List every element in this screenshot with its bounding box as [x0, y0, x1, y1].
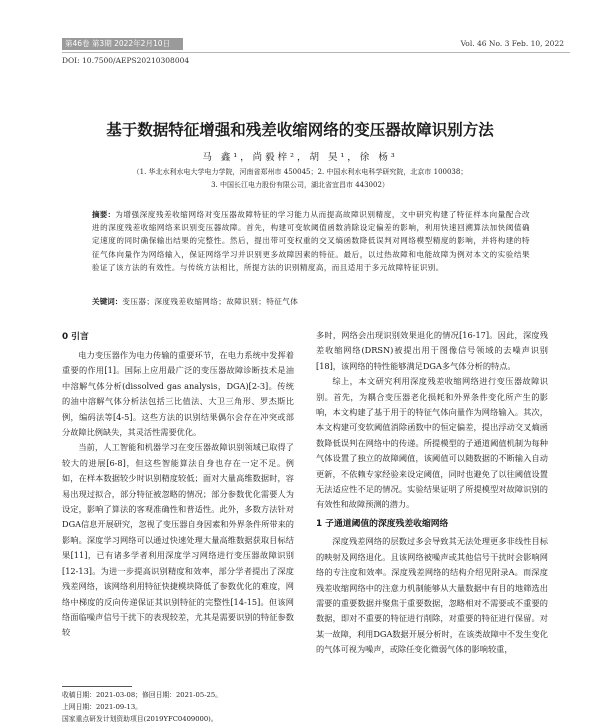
footnote-received: 收稿日期：2021-03-08；修回日期：2021-05-25。 [62, 691, 222, 699]
keywords [92, 295, 530, 308]
footnotes [62, 690, 294, 725]
right-column [316, 328, 548, 658]
volume-label: Vol. 46 No. 3 Feb. 10, 2022 [460, 39, 564, 48]
keywords-text: 变压器；深度残差收缩网络；故障识别；特征气体 [122, 297, 299, 306]
section-heading-1: 1 子通道阈值的深度残差收缩网络 [316, 518, 449, 529]
paper-title: 基于数据特征增强和残差收缩网络的变压器故障识别方法 [106, 121, 494, 139]
affiliation-line-1: （1. 华北水利水电大学电力学院，河南省郑州市 450045；2. 中国水利水电科学研究院，北京市 100038； [132, 168, 468, 176]
doi: DOI: 10.7500/AEPS20210308004 [62, 56, 190, 65]
footnote-rule [62, 686, 132, 687]
paragraph: 当前，人工智能和机器学习在变压器故障识别领域已取得了较大的进展[6-8]，但这些智能算法自身也存在一定不足。例如，在样本数据较少时识别精度较低；面对大量高维数据时，容易出现过拟合，部分特征被忽略的情况；部分参数优化需要人为设定，影响了算法的客观准确性和普适性。此外，多数方法针对DGA信息开展研究，忽视了变压器自身因素和外界条件所带来的影响。深度学习网络可以通过快速处理大量高维数据获取目标结果[11]，已有诸多学者利用深度学习网络进行变压器故障识别[12-13]。为进一步提高识别精度和效率，部分学者提出了深度残差网络，该网络利用特征快捷模块降低了参数优化的难度，网络中梯度的反向传递保证其识别特征的完整性[14-15]。但该网络面临噪声信号干扰下的表现较差，尤其是需要识别的特征参数较 [62, 442, 294, 638]
paragraph: 多时，网络会出现识别效果退化的情况[16-17]。因此，深度残差收缩网络(DRSN)被提出用于图像信号领域的去噪声识别[18]，该网络的特性能够满足DGA多气体分析的特点。 [316, 330, 548, 371]
journal-issue-label: 第46卷 第3期 2022年2月10日 [62, 38, 183, 50]
affiliation-line-2: 3. 中国长江电力股份有限公司，湖北省宜昌市 443002） [211, 181, 389, 189]
paragraph: 深度残差网络的层数过多会导致其无法处理更多非线性目标的映射及网络退化。且该网络被噪声或其他信号干扰时会影响网络的专注度和效率。深度残差网络的结构介绍见附录A。而深度残差收缩网络中的注意力机制能够从大量数据中有目的地筛选出需要的重要数据并聚焦于重要数据，忽略相对不需要或不重要的数据，即对不重要的特征进行削除，对重要的特征进行保留。对某一故障，利用DGA数据开展分析时，在该类故障中不发生变化的气体可视为噪声，或除任变化微弱气体的影响较重， [316, 536, 548, 655]
paragraph: 综上，本文研究利用深度残差收缩网络进行变压器故障识别。首先，为耦合变压器老化损耗和外界条件变化所产生的影响，本文构建了基于用于的特征气体向量作为网络输入。其次，本文构建可变软阈值消除函数中的恒定偏差，提出浮动交叉熵函数降低误判在网络中的传递。所提模型的子通道阈值机制为每种气体设置了独立的故障阈值，该阈值可以随数据的不断输入自动更新，不依赖专家经验来设定阈值，同时也避免了以往阈值设置无法适应性不足的情况。实验结果证明了所提模型对故障识别的有效性和故障预测的潜力。 [316, 376, 548, 510]
keywords-label: 关键词： [92, 297, 123, 306]
section-heading-intro: 0 引言 [62, 332, 89, 342]
footnote-online: 上网日期：2021-09-13。 [62, 702, 142, 711]
abstract-label: 摘要： [92, 210, 116, 219]
authors: 马 鑫¹，尚毅梓²，胡 昊¹，徐 杨³ [202, 152, 398, 163]
abstract [92, 208, 530, 274]
abstract-text: 为增强深度残差收缩网络对变压器故障特征的学习能力从而提高故障识别精度，文中研究构建了特征样本向量配合改进的深度残差收缩网络来识别变压器故障。首先，构建可变软阈值函数消除设定偏差的影响，利用快速回溯算法加快阈值确定速度的同时确保输出结果的完整性。然后，提出带可变权重的交叉熵函数降低误判对网络模型精度的影响，并将构建的特征气体向量作为网络输入，保证网络学习并识别更多故障因素的特征。最后，以过热故障和电能故障为例对本文的实验结果验证了该方法的有效性。与传统方法相比，所提方法的识别精度高，而且适用于多元故障特征识别。 [92, 210, 530, 272]
paragraph: 电力变压器作为电力传输的重要环节，在电力系统中发挥着重要的作用[1]。国际上应用最广泛的变压器故障诊断技术是油中溶解气体分析(dissolved gas analysis，DGA)[2-3]。传统的油中溶解气体分析法包括三比值法、大卫三角形、罗杰斯比例，编码法等[4-5]。这些方法的识别结果偶尔会存在冲突或部分故障比例缺失，其灵活性需要优化。 [62, 350, 294, 438]
footnote-funding: 国家重点研发计划资助项目(2019YFC0409000)。 [62, 714, 218, 723]
left-column [62, 348, 294, 641]
